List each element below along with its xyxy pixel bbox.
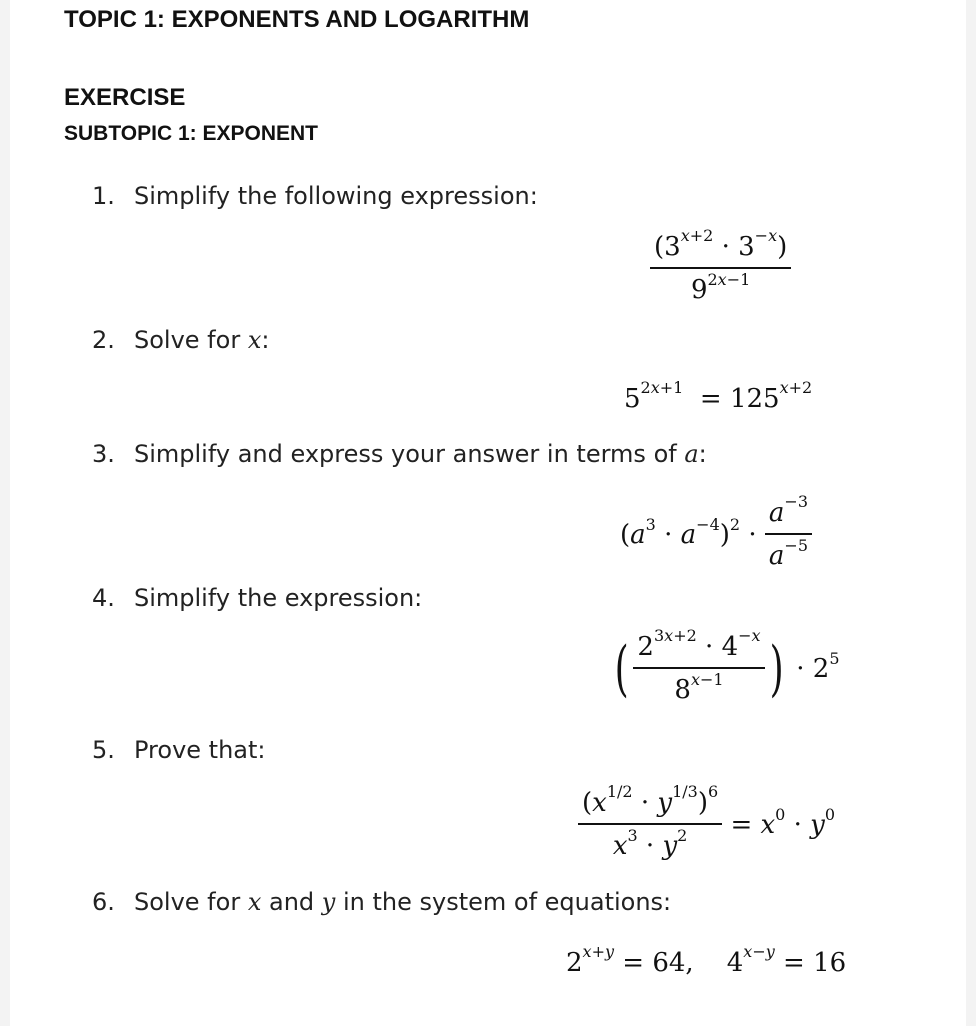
denominator: $9^{2x-1}$ <box>690 269 751 306</box>
denominator: $a^{-5}$ <box>768 535 809 572</box>
denominator: $x^3 \cdot y^2$ <box>612 825 688 862</box>
question-prompt: Solve for <box>134 888 248 916</box>
document-title: TOPIC 1: EXPONENTS AND LOGARITHM <box>64 6 530 33</box>
prompt-suffix: : <box>698 440 707 468</box>
variable-y: y <box>321 888 336 916</box>
question-prompt: Simplify the following expression: <box>134 182 538 210</box>
subtopic-heading: SUBTOPIC 1: EXPONENT <box>64 122 318 145</box>
variable: a <box>684 440 699 468</box>
equation-q6: $2^{x+y} = 64$, $4^{x-y} = 16$ <box>566 942 847 978</box>
question-number: 6. <box>92 888 115 916</box>
question-number: 1. <box>92 182 115 210</box>
question-4 <box>92 584 422 612</box>
question-prompt: Simplify the expression: <box>134 584 423 612</box>
question-prompt: Simplify and express your answer in terms of <box>134 440 685 468</box>
equation-q3: $(a^3 \cdot a^{-4})^2$ · $\frac{a^{-3}}{a^{-5}}$ <box>620 498 812 572</box>
equation-q5: $\frac{(x^{1/2} \cdot y^{1/3})^6}{x^3 \cdot y^2}$ = $x^0 \cdot y^0$ <box>578 788 835 862</box>
fraction <box>578 782 722 862</box>
fraction <box>633 626 764 706</box>
variable-x: x <box>247 888 262 916</box>
numerator: $a^{-3}$ <box>765 498 812 535</box>
document-page <box>10 0 966 1026</box>
question-1 <box>92 182 538 210</box>
numerator: $(3^{x+2} \cdot 3^{-x})$ <box>650 232 791 269</box>
fraction <box>765 492 812 572</box>
equation-q2: $5^{2x+1} = 125^{x+2}$ <box>624 378 813 414</box>
prompt-suffix: : <box>261 326 270 354</box>
variable: x <box>247 326 262 354</box>
question-prompt: Prove that: <box>134 736 266 764</box>
question-2 <box>92 326 269 354</box>
question-number: 3. <box>92 440 115 468</box>
numerator: $(x^{1/2} \cdot y^{1/3})^6$ <box>578 788 722 825</box>
question-6 <box>92 888 671 916</box>
question-prompt: Solve for <box>134 326 248 354</box>
section-heading: EXERCISE <box>64 84 186 111</box>
fraction <box>650 226 791 306</box>
prompt-suffix: in the system of equations: <box>335 888 672 916</box>
question-number: 5. <box>92 736 115 764</box>
equation-q1 <box>650 226 791 306</box>
prompt-middle: and <box>261 888 322 916</box>
denominator: $8^{x-1}$ <box>674 669 724 706</box>
question-3 <box>92 440 707 468</box>
question-number: 4. <box>92 584 115 612</box>
equation-q4: ( $\frac{2^{3x+2} \cdot 4^{-x}}{8^{x-1}}$ ) · $2^5$ <box>614 626 840 706</box>
question-5 <box>92 736 266 764</box>
question-number: 2. <box>92 326 115 354</box>
numerator: $2^{3x+2} \cdot 4^{-x}$ <box>633 632 764 669</box>
